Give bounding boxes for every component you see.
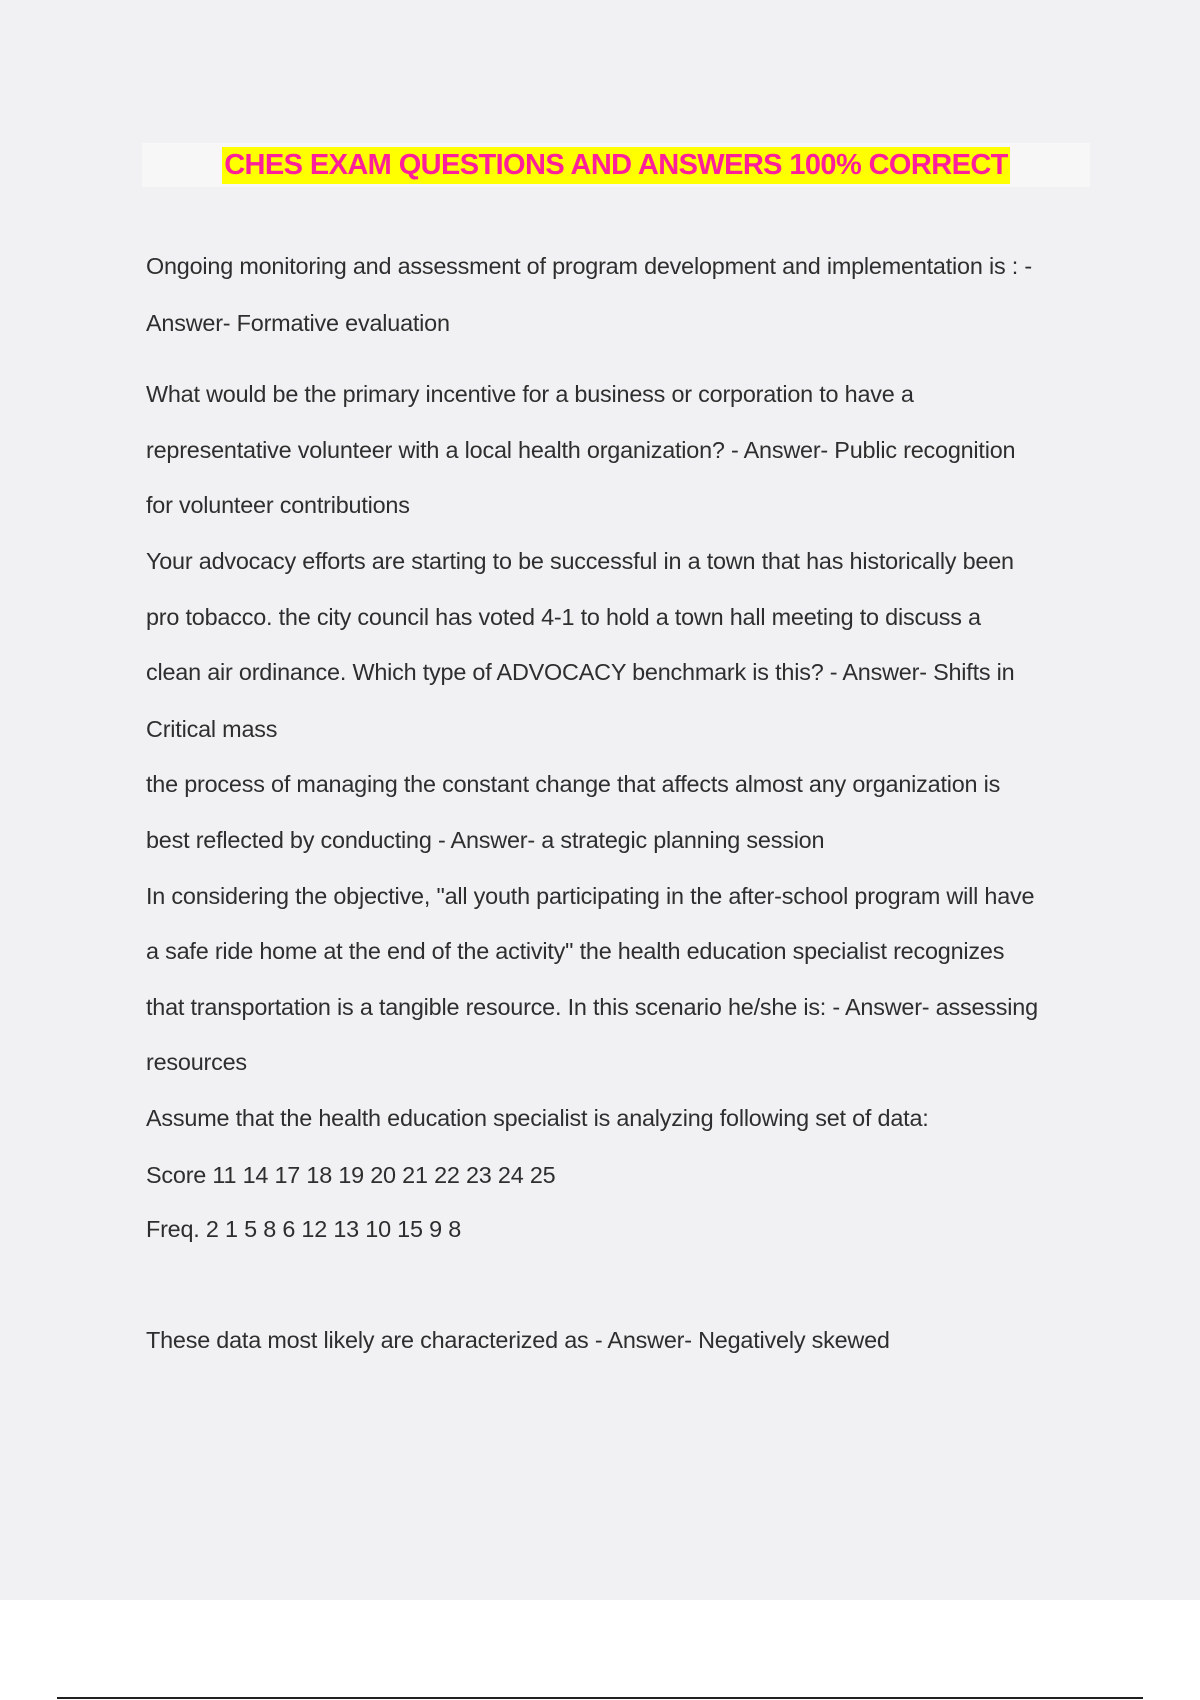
next-page-top-rule	[57, 1697, 1143, 1699]
q1-line-2: Answer- Formative evaluation	[146, 310, 450, 336]
q2-line-3: for volunteer contributions	[146, 492, 410, 518]
q6-freq-row: Freq. 2 1 5 8 6 12 13 10 15 9 8	[146, 1216, 462, 1242]
q5-line-2: a safe ride home at the end of the activity" the health education specialist recognizes	[146, 938, 1005, 964]
q3-line-4: Critical mass	[146, 716, 278, 742]
q5-line-3: that transportation is a tangible resource. In this scenario he/she is: - Answer- assessing	[146, 994, 1038, 1020]
q5-line-4: resources	[146, 1049, 247, 1075]
q5-line-1: In considering the objective, "all youth participating in the after-school program will have	[146, 883, 1035, 909]
q4-line-2: best reflected by conducting - Answer- a strategic planning session	[146, 827, 825, 853]
q2-line-1: What would be the primary incentive for a business or corporation to have a	[146, 381, 914, 407]
q3-line-3: clean air ordinance. Which type of ADVOCACY benchmark is this? - Answer- Shifts in	[146, 659, 1015, 685]
title-band	[142, 143, 1090, 187]
q4-line-1: the process of managing the constant change that affects almost any organization is	[146, 771, 1001, 797]
document-title: CHES EXAM QUESTIONS AND ANSWERS 100% CORRECT	[222, 147, 1010, 184]
q2-line-2: representative volunteer with a local health organization? - Answer- Public recognition	[146, 437, 1016, 463]
q6-line-1: Assume that the health education specialist is analyzing following set of data:	[146, 1105, 929, 1131]
q6-answer-line: These data most likely are characterized as - Answer- Negatively skewed	[146, 1327, 890, 1353]
q3-line-1: Your advocacy efforts are starting to be successful in a town that has historically been	[146, 548, 1014, 574]
q3-line-2: pro tobacco. the city council has voted 4-1 to hold a town hall meeting to discuss a	[146, 604, 981, 630]
q1-line-1: Ongoing monitoring and assessment of program development and implementation is : -	[146, 253, 1032, 279]
q6-score-row: Score 11 14 17 18 19 20 21 22 23 24 25	[146, 1162, 556, 1188]
page-gap	[0, 1600, 1200, 1700]
